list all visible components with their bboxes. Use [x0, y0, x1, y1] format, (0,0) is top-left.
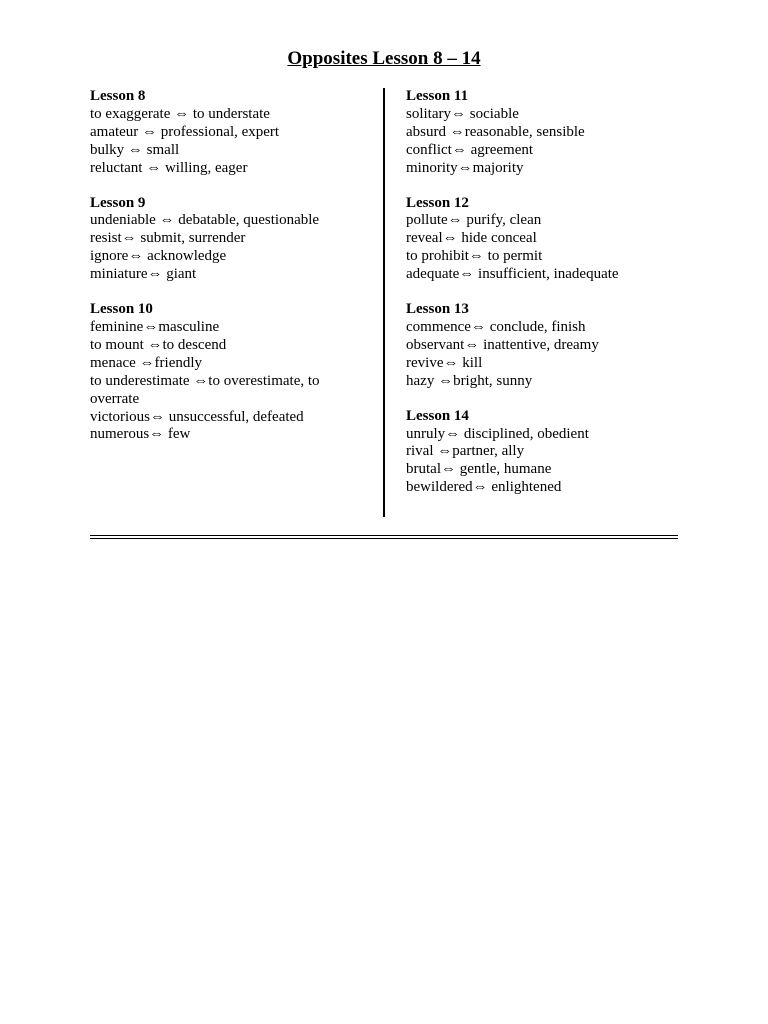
- opposite-pair: to exaggerate ⇔ to understate: [90, 105, 270, 122]
- opposite-pair: reluctant ⇔ willing, eager: [90, 159, 248, 176]
- opposite-pair: hazy ⇔bright, sunny: [406, 372, 533, 389]
- lesson-heading: Lesson 11: [406, 88, 469, 104]
- opposite-pair: revive⇔ kill: [406, 354, 483, 371]
- opposite-pair: bewildered⇔ enlightened: [406, 479, 562, 496]
- lesson-11-section: [406, 88, 696, 178]
- lesson-13-section: [406, 301, 696, 391]
- lesson-heading: Lesson 10: [90, 301, 153, 318]
- left-column: [90, 88, 370, 461]
- opposite-pair: absurd ⇔reasonable, sensible: [406, 123, 585, 140]
- lesson-12-section: [406, 195, 696, 285]
- opposite-pair: to underestimate ⇔to overestimate, to overrate: [90, 372, 320, 407]
- right-column: [406, 88, 696, 514]
- double-rule: [90, 535, 678, 539]
- opposite-pair: reveal⇔ hide conceal: [406, 230, 537, 247]
- lesson-8-section: [90, 88, 370, 178]
- lesson-9-section: [90, 195, 370, 285]
- opposite-pair: minority⇔majority: [406, 159, 524, 176]
- opposite-pair: to prohibit⇔ to permit: [406, 248, 543, 265]
- opposite-pair: commence⇔ conclude, finish: [406, 318, 586, 335]
- opposite-pair: observant⇔ inattentive, dreamy: [406, 336, 599, 353]
- lesson-10-section: [90, 301, 370, 444]
- opposite-pair: resist⇔ submit, surrender: [90, 230, 246, 247]
- opposite-pair: conflict⇔ agreement: [406, 141, 534, 158]
- lesson-heading: Lesson 8: [90, 88, 146, 104]
- opposite-pair: brutal⇔ gentle, humane: [406, 461, 552, 478]
- opposite-pair: miniature⇔ giant: [90, 266, 197, 283]
- lesson-heading: Lesson 9: [90, 194, 146, 211]
- opposite-pair: to mount ⇔to descend: [90, 336, 227, 353]
- opposite-pair: numerous⇔ few: [90, 426, 191, 443]
- lesson-heading: Lesson 13: [406, 301, 469, 318]
- opposite-pair: rival ⇔partner, ally: [406, 443, 525, 460]
- lesson-heading: Lesson 12: [406, 194, 469, 211]
- opposite-pair: victorious⇔ unsuccessful, defeated: [90, 408, 304, 425]
- opposite-pair: unruly⇔ disciplined, obedient: [406, 425, 589, 442]
- opposite-pair: ignore⇔ acknowledge: [90, 248, 227, 265]
- opposite-pair: pollute⇔ purify, clean: [406, 212, 542, 229]
- opposite-pair: adequate⇔ insufficient, inadequate: [406, 266, 619, 283]
- column-divider: [383, 88, 385, 517]
- opposite-pair: bulky ⇔ small: [90, 141, 180, 158]
- opposite-pair: amateur ⇔ professional, expert: [90, 123, 280, 140]
- lesson-heading: Lesson 14: [406, 407, 469, 424]
- lesson-14-section: [406, 408, 696, 498]
- opposite-pair: menace ⇔friendly: [90, 354, 203, 371]
- opposite-pair: feminine⇔masculine: [90, 318, 220, 335]
- opposite-pair: undeniable ⇔ debatable, questionable: [90, 212, 320, 229]
- page-title: Opposites Lesson 8 – 14: [287, 48, 481, 69]
- opposite-pair: solitary⇔ sociable: [406, 105, 519, 122]
